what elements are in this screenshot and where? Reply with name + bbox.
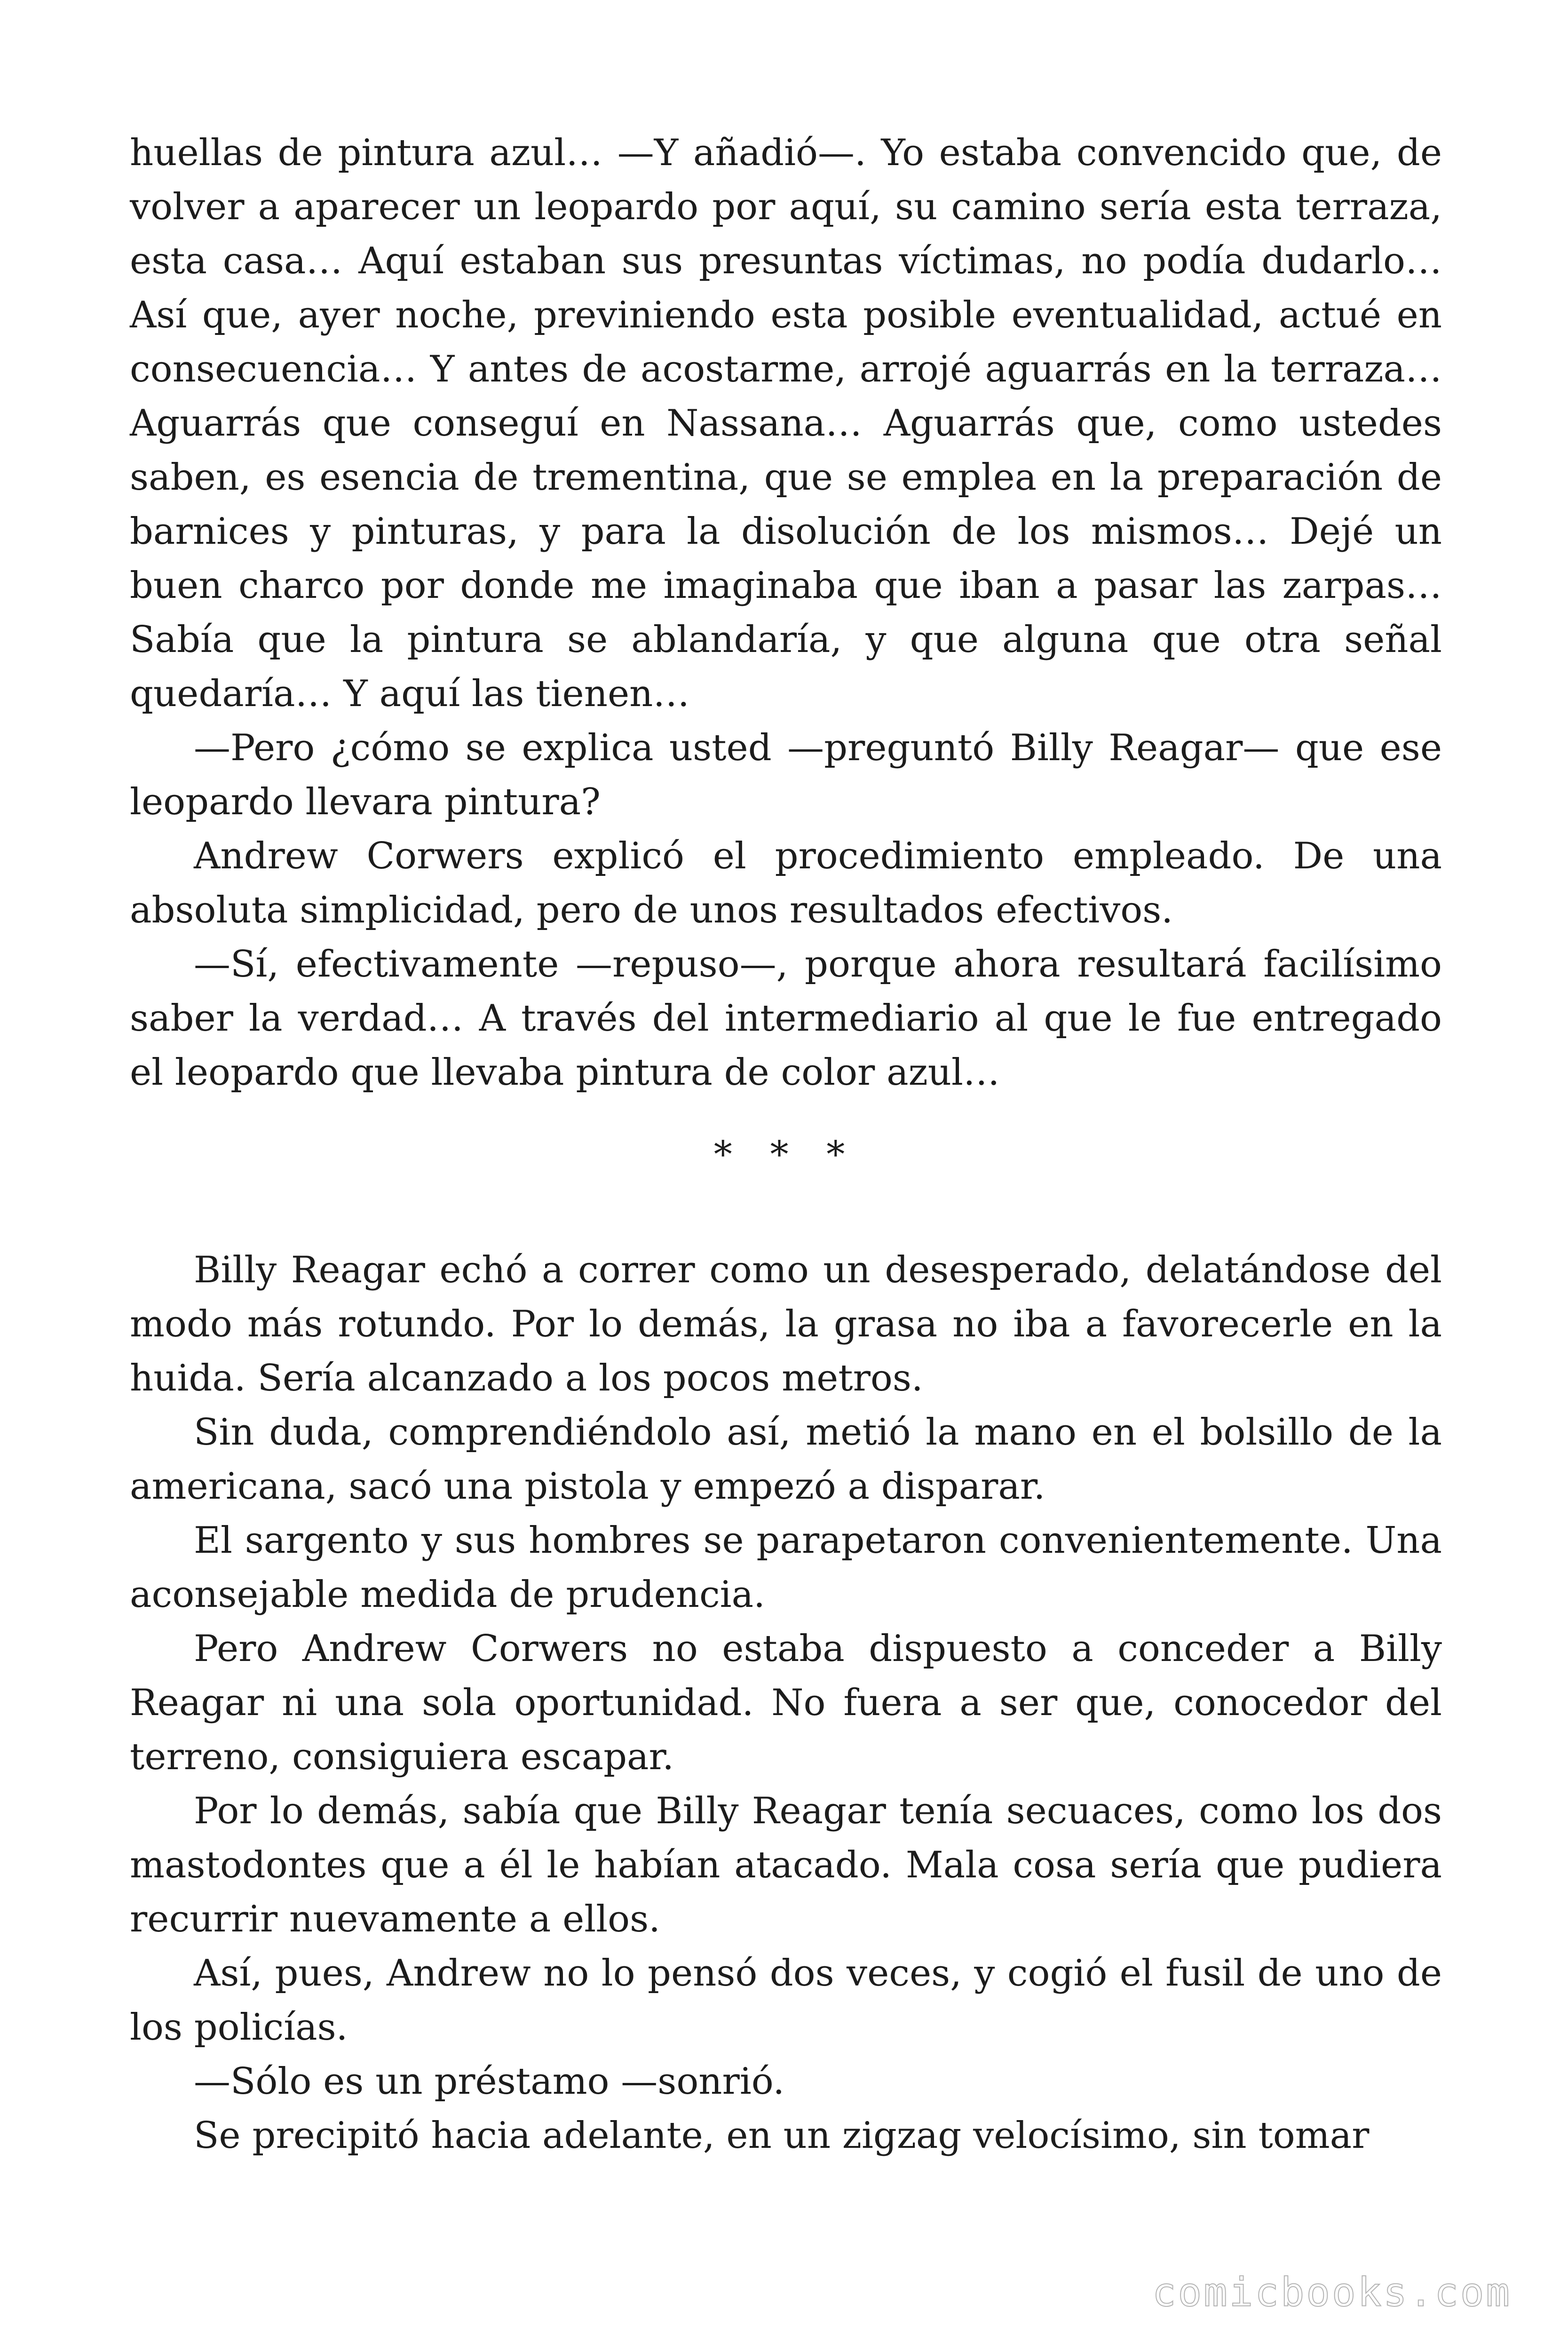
page-body xyxy=(130,126,1442,2163)
paragraph-3: Andrew Corwers explicó el procedimiento empleado. De una absoluta simplicidad, pero de unos resultados efectivos. xyxy=(130,835,1442,931)
paragraph-10: Así, pues, Andrew no lo pensó dos veces, y cogió el fusil de uno de los policías. xyxy=(130,1952,1442,2049)
paragraph-4: —Sí, efectivamente —repuso—, porque ahora resultará facilísimo saber la verdad… A través del intermediario al que le fue entregado el leopardo que llevaba pintura de color azul… xyxy=(130,943,1442,1094)
paragraph-6: Sin duda, comprendiéndolo así, metió la mano en el bolsillo de la americana, sacó una pistola y empezó a disparar. xyxy=(130,1411,1442,1508)
paragraph-8: Pero Andrew Corwers no estaba dispuesto a conceder a Billy Reagar ni una sola oportunidad. No fuera a ser que, conocedor del terreno, consiguiera escapar. xyxy=(130,1628,1442,1778)
watermark-logo: comicbooks.com xyxy=(1152,2269,1512,2315)
section-separator: * * * xyxy=(713,1134,858,1176)
paragraph-12: Se precipitó hacia adelante, en un zigzag velocísimo, sin tomar xyxy=(194,2114,1370,2157)
paragraph-1: huellas de pintura azul… —Y añadió—. Yo estaba convencido que, de volver a aparecer un leopardo por aquí, su camino sería esta terraza, esta casa… Aquí estaban sus presuntas víctimas, no podía dudarlo… Así que, ayer noche, previniendo esta posible eventualidad, actué en consecuencia… Y antes de acostarme, arrojé aguarrás en la terraza… Aguarrás que conseguí en Nassana… Aguarrás que, como ustedes saben, es esencia de trementina, que se emplea en la preparación de barnices y pinturas, y para la disolución de los mismos… Dejé un buen charco por donde me imaginaba que iban a pasar las zarpas… Sabía que la pintura se ablandaría, y que alguna que otra señal quedaría… Y aquí las tienen… xyxy=(130,132,1442,715)
paragraph-9: Por lo demás, sabía que Billy Reagar tenía secuaces, como los dos mastodontes que a él le habían atacado. Mala cosa sería que pudiera recurrir nuevamente a ellos. xyxy=(130,1790,1442,1940)
paragraph-5: Billy Reagar echó a correr como un desesperado, delatándose del modo más rotundo. Por lo demás, la grasa no iba a favorecerle en la huida. Sería alcanzado a los pocos metros. xyxy=(130,1249,1442,1399)
paragraph-7: El sargento y sus hombres se parapetaron convenientemente. Una aconsejable medida de prudencia. xyxy=(130,1519,1442,1616)
paragraph-2: —Pero ¿cómo se explica usted —preguntó Billy Reagar— que ese leopardo llevara pintura? xyxy=(130,727,1442,823)
paragraph-11: —Sólo es un préstamo —sonrió. xyxy=(194,2060,785,2103)
